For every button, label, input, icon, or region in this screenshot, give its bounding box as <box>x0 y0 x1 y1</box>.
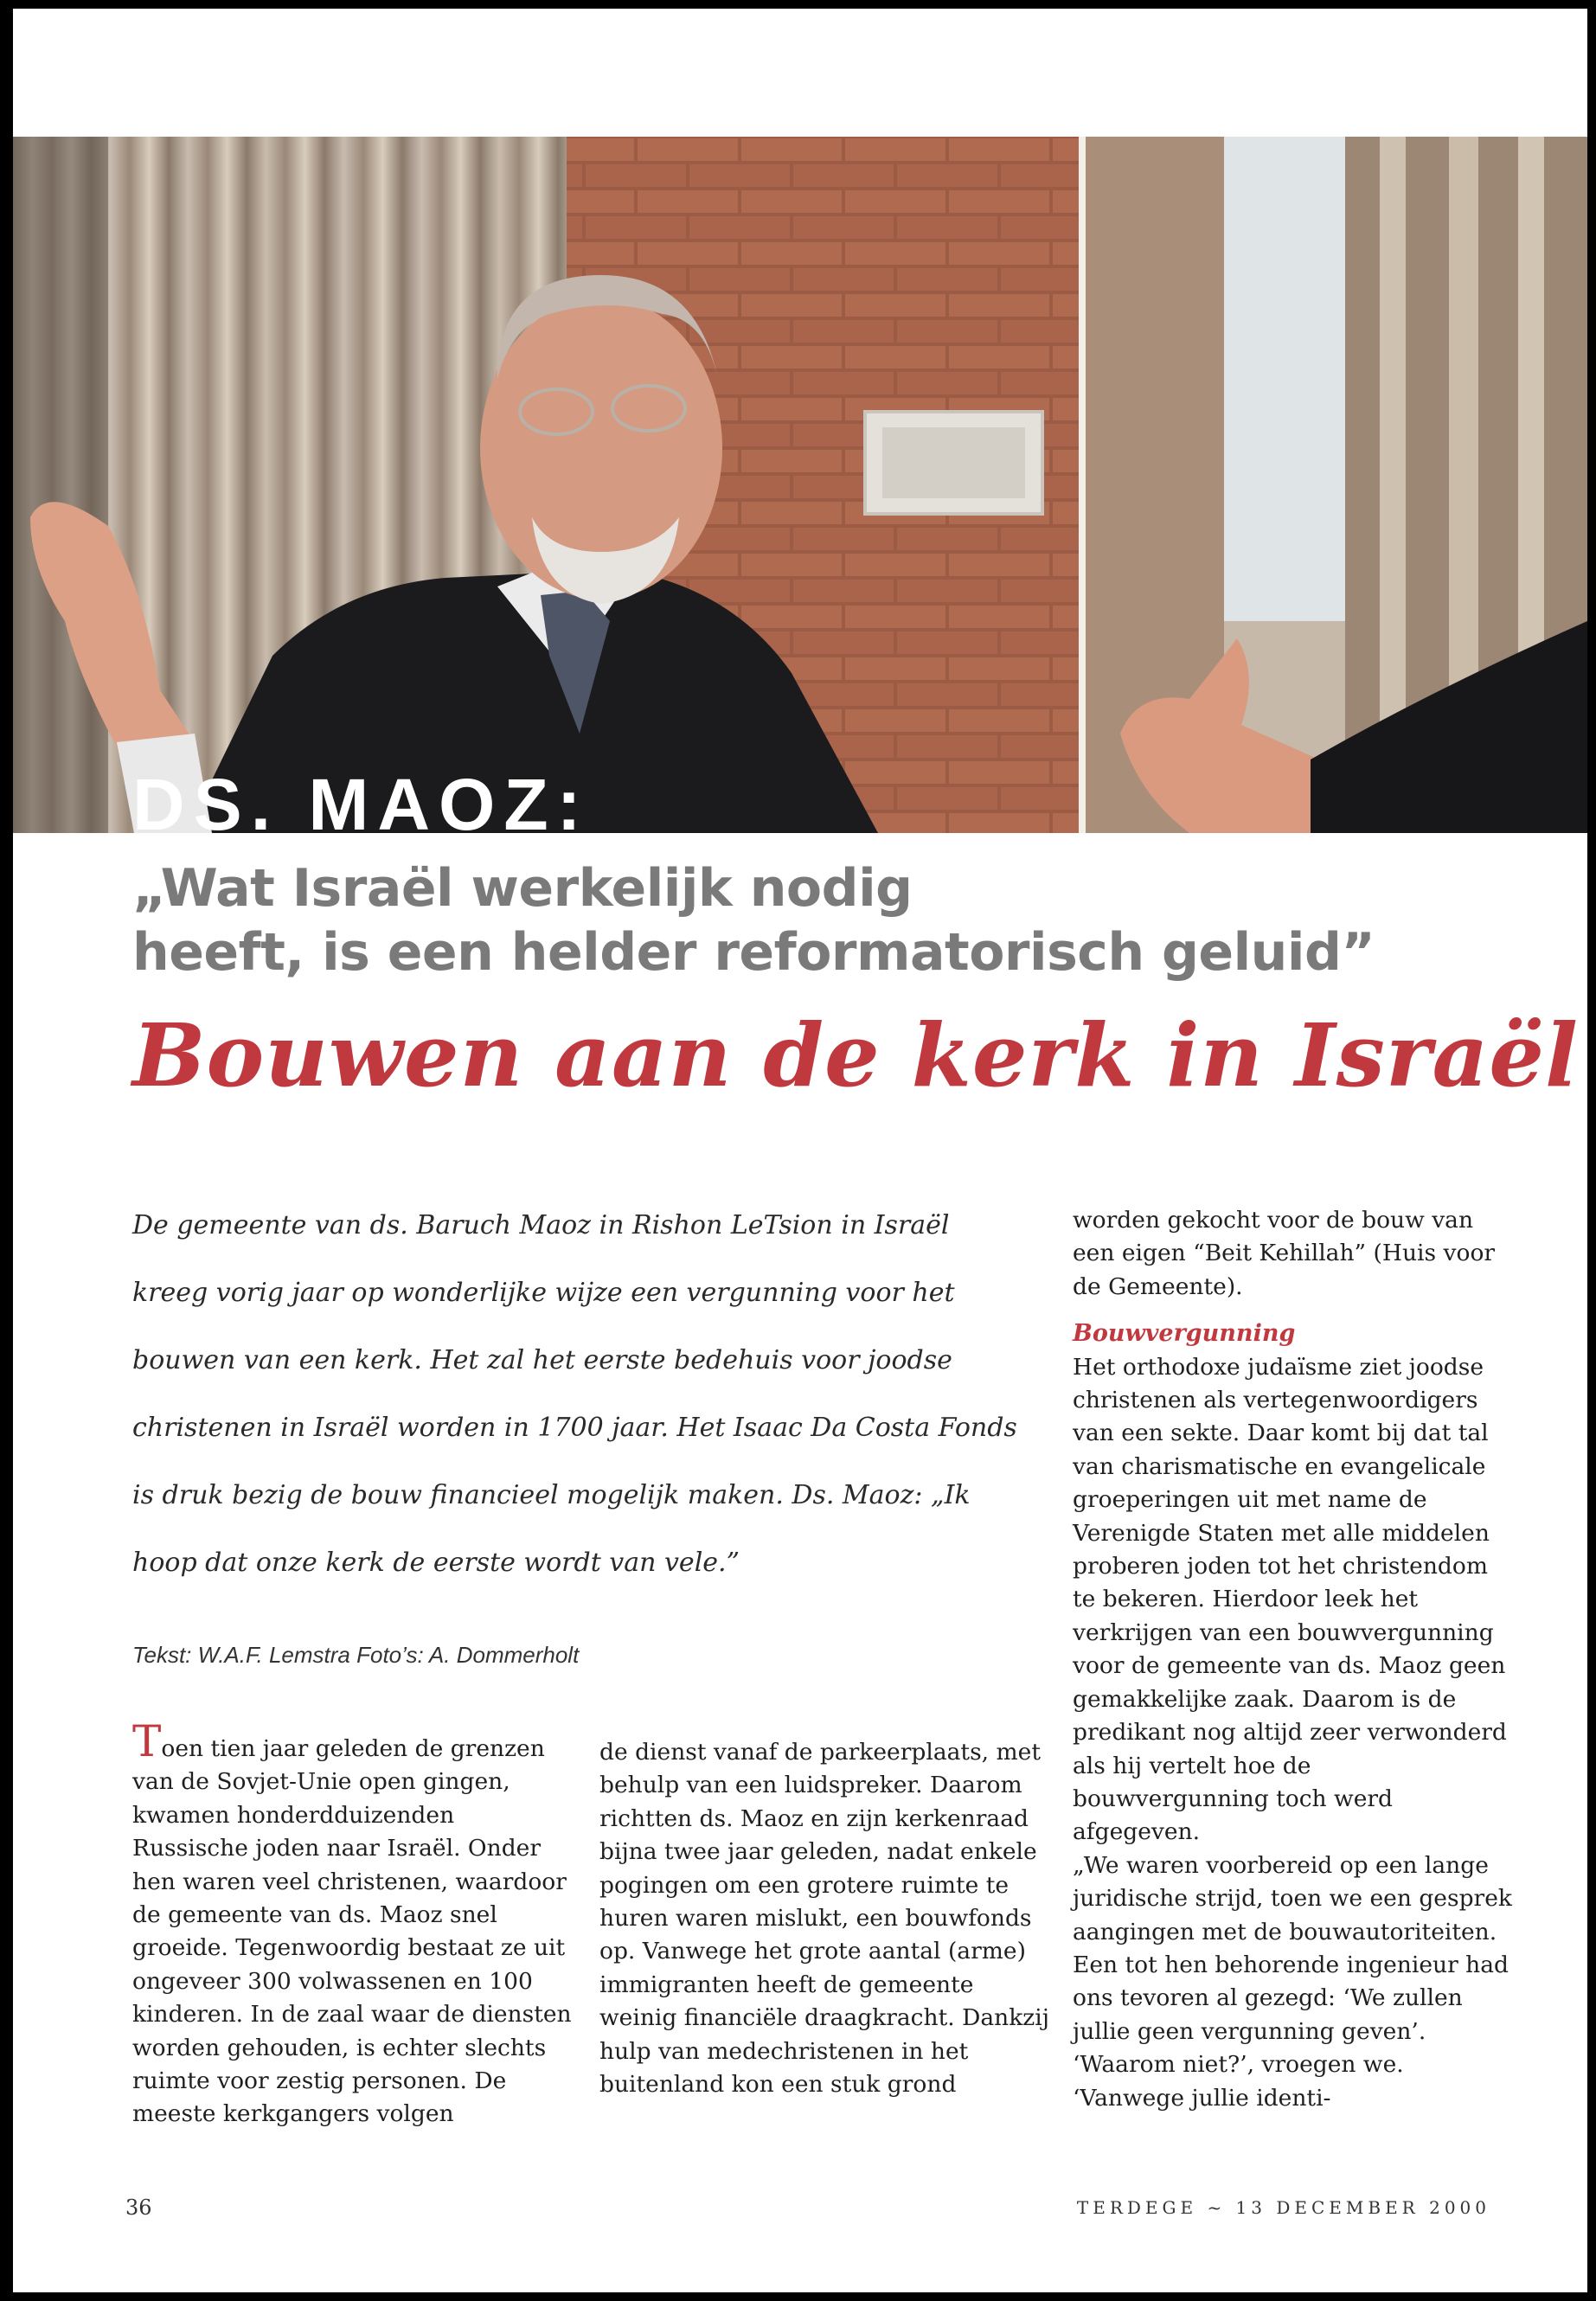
photo-text-credit: Tekst: W.A.F. Lemstra Foto’s: A. Dommerholt <box>132 1642 580 1668</box>
column-3-text: worden gekocht voor de bouw van een eigen “Beit Kehillah” (Huis voor de Gemeente). <box>1073 1207 1496 1300</box>
magazine-page <box>13 9 1587 2292</box>
publication-footer: TERDEGE ~ 13 DECEMBER 2000 <box>1076 2197 1490 2218</box>
photo-divider <box>1079 137 1086 833</box>
body-column-2 <box>599 1736 1049 2101</box>
page-number: 36 <box>125 2195 152 2220</box>
body-column-3 <box>1073 1204 1514 2115</box>
subhead-line-1: „Wat Israël werkelijk nodig <box>132 858 913 919</box>
drop-cap: T <box>132 1716 162 1766</box>
body-column-1 <box>132 1716 574 2131</box>
subhead-line-2: heeft, is een helder reformatorisch geluid” <box>132 922 1375 983</box>
body-paragraph <box>132 1716 574 2131</box>
column-3-paragraph-3: „We waren voorbereid op een lange juridische strijd, toen we een gesprek aangingen met de bouwautoriteiten. Een tot hen behorende ingenieur had ons tevoren al gezegd: ‘We zullen jullie geen vergunning geven’. ‘Waarom niet?’, vroegen we. ‘Vanwege jullie identi- <box>1073 1851 1512 2112</box>
column-1-text: oen tien jaar geleden de grenzen van de Sovjet-Unie open gingen, kwamen honderdduizenden Russische joden naar Israël. Onder hen waren veel christenen, waardoor de gemeente van ds. Maoz snel groeide. Tegenwoordig bestaat ze uit ongeveer 300 volwassenen en 100 kinderen. In de zaal waar de diensten worden gehouden, is echter slechts ruimte voor zestig personen. De meeste kerkgangers volgen <box>132 1735 572 2128</box>
column-2-text: de dienst vanaf de parkeerplaats, met behulp van een luidspreker. Daarom richtten ds. Maoz en zijn kerkenraad bijna twee jaar geleden, nadat enkele pogingen om een grotere ruimte te huren waren mislukt, een bouwfonds op. Vanwege het grote aantal (arme) immigranten heeft de gemeente weinig financiële draagkracht. Dankzij hulp van medechristenen in het buitenland kon een stuk grond <box>599 1739 1049 2099</box>
article-kicker: DS. MAOZ: <box>132 764 590 845</box>
article-subheadline <box>132 856 1516 984</box>
portrait-photo-right <box>1086 137 1587 833</box>
header-photo <box>13 137 1587 833</box>
article-intro: De gemeente van ds. Baruch Maoz in Rishon LeTsion in Israël kreeg vorig jaar op wonderlijke wijze een vergunning voor het bouwen van een kerk. Het zal het eerste bedehuis voor joodse christenen in Israël worden in 1700 jaar. Het Isaac Da Costa Fonds is druk bezig de bouw financieel mogelijk maken. Ds. Maoz: „Ik hoop dat onze kerk de eerste wordt van vele.” <box>132 1210 1017 1578</box>
column-3-paragraph-2: Het orthodoxe judaïsme ziet joodse christenen als vertegenwoordigers van een sekte. Daar komt bij dat tal van charismatische en evangelicale groeperingen uit met name de Verenigde Staten met alle middelen proberen joden tot het christendom te bekeren. Hierdoor leek het verkrijgen van een bouwvergunning voor de gemeente van ds. Maoz geen gemakkelijke zaak. Daarom is de predikant nog altijd zeer verwonderd als hij vertelt hoe de bouwvergunning toch werd afgegeven. <box>1073 1353 1507 1846</box>
section-heading: Bouwvergunning <box>1073 1320 1296 1348</box>
portrait-photo-left <box>13 137 1079 833</box>
article-headline: Bouwen aan de kerk in Israël <box>132 1004 1579 1106</box>
